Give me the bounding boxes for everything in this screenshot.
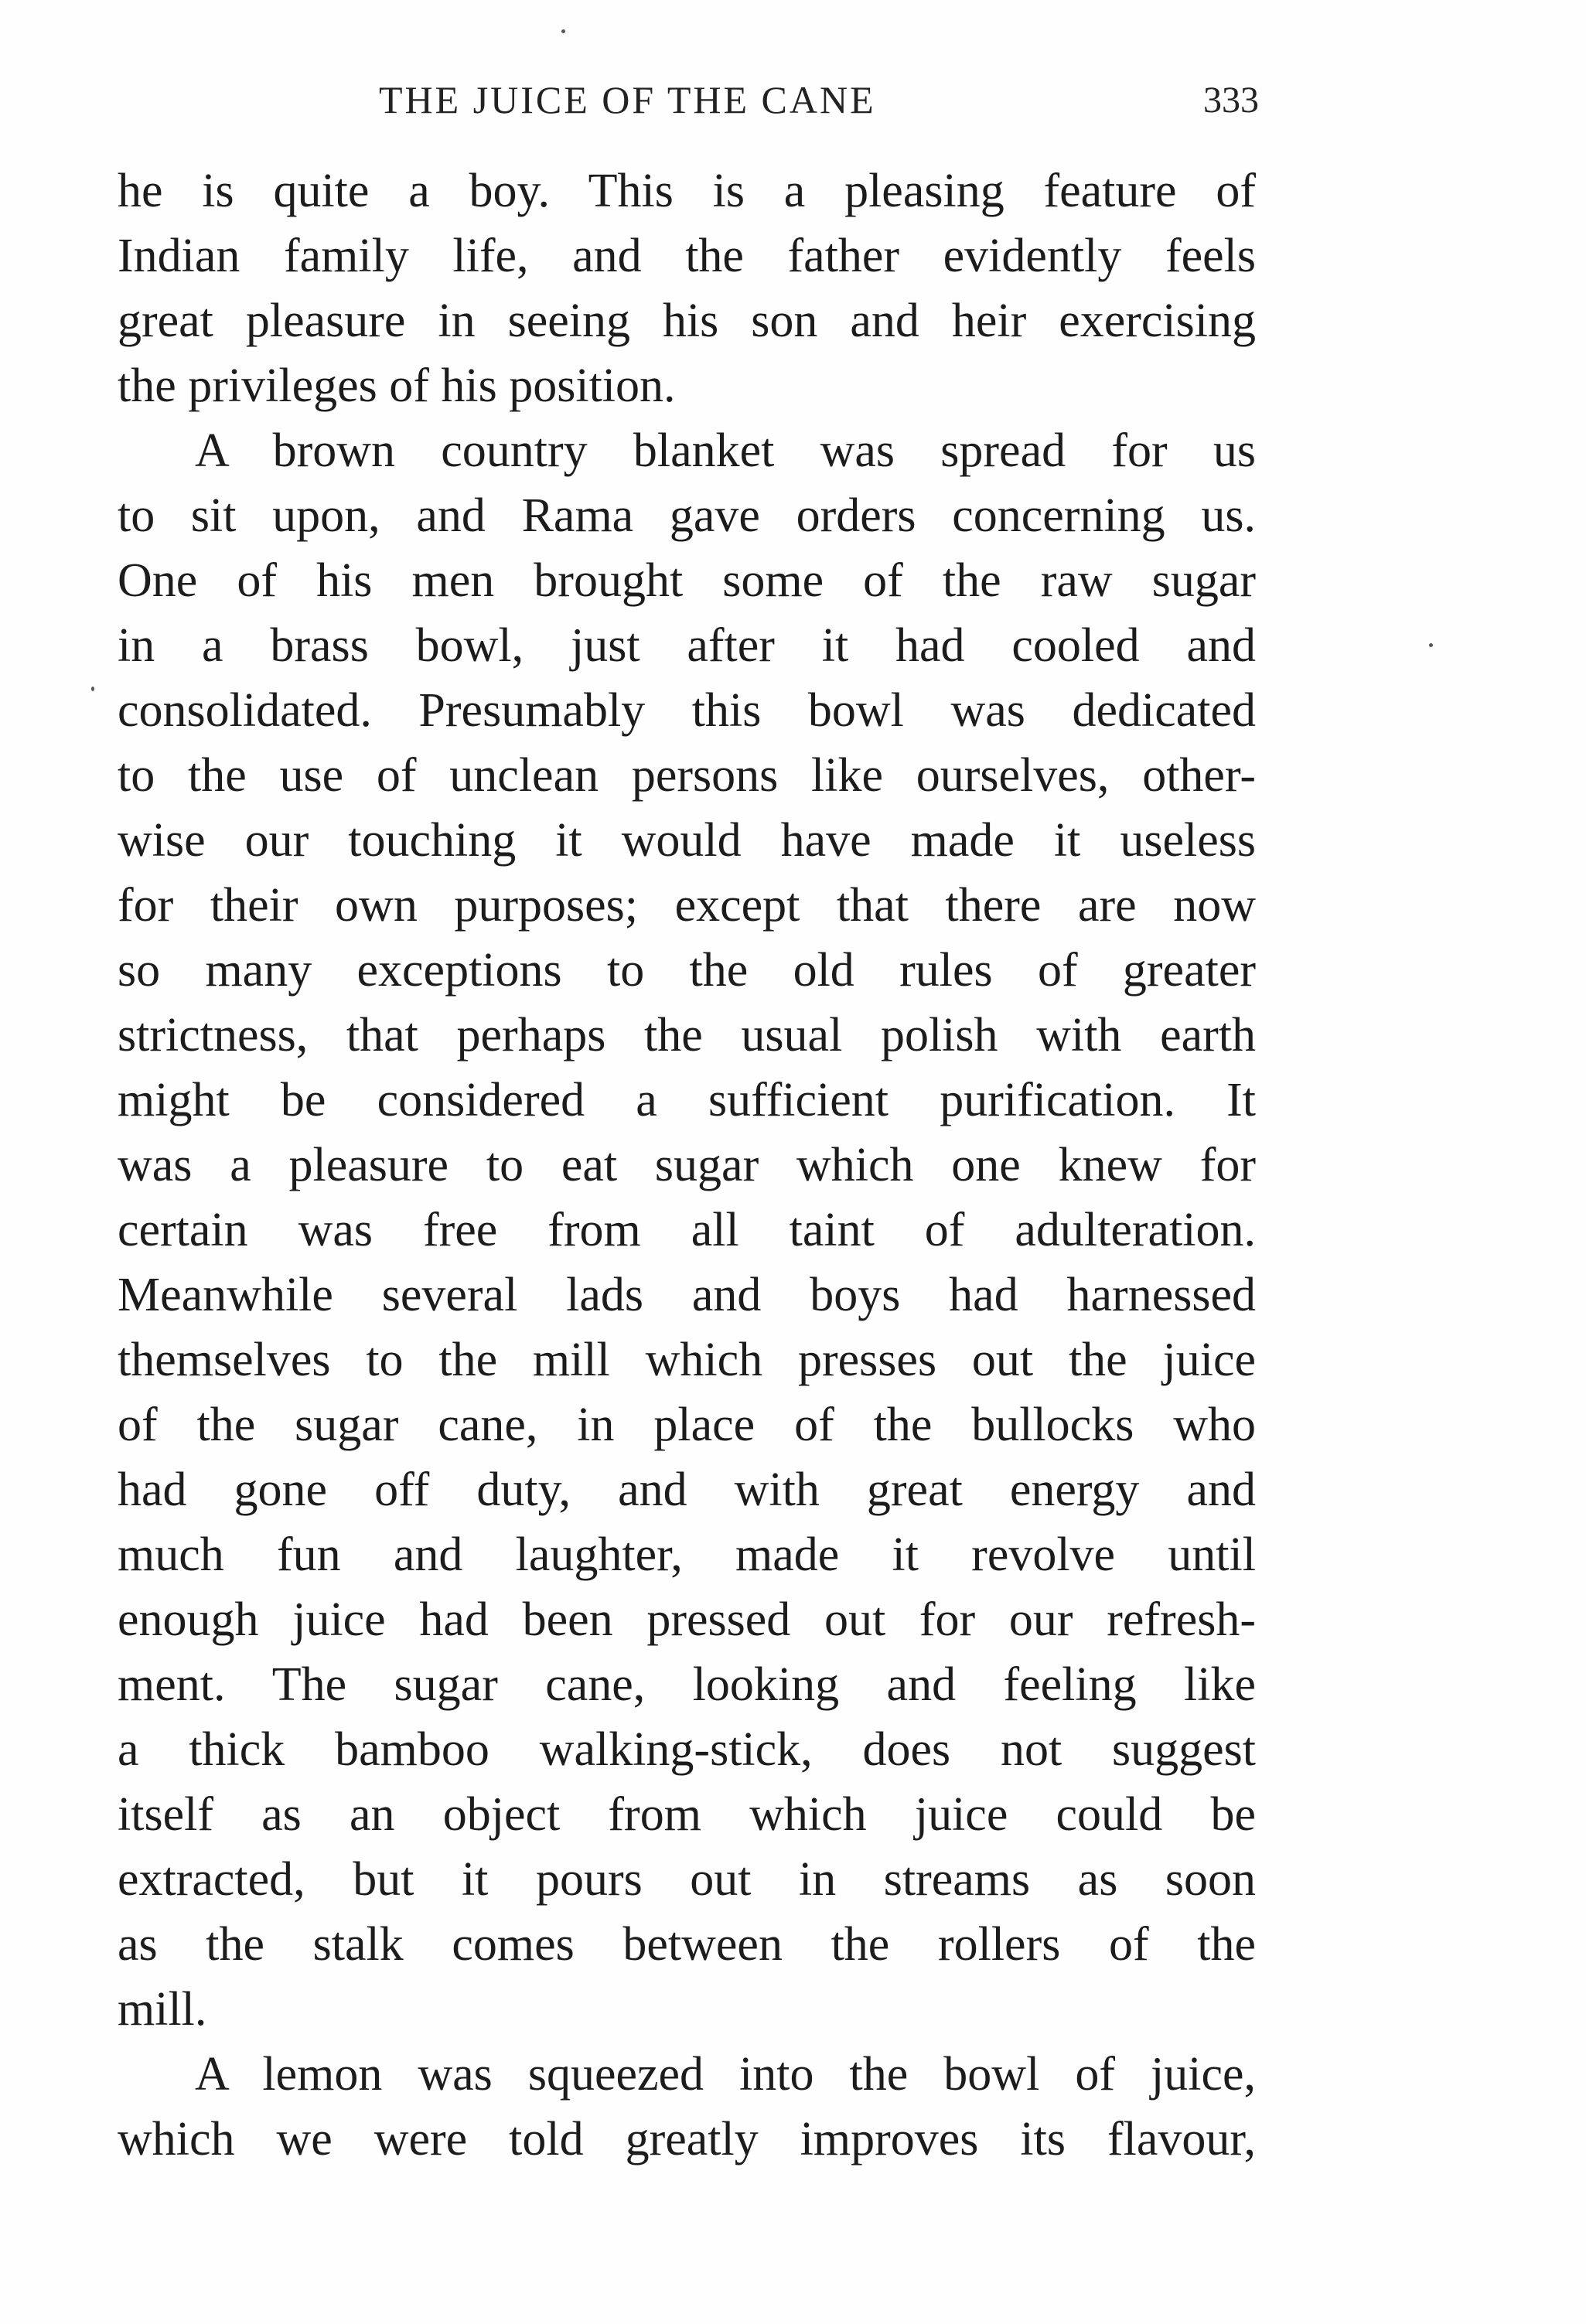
running-title: THE JUICE OF THE CANE [379, 78, 876, 121]
print-speck [91, 687, 94, 691]
text-line: Meanwhile several lads and boys had harnessed [118, 1269, 1256, 1321]
text-line: great pleasure in seeing his son and heir exercising [118, 295, 1256, 347]
text-line: the privileges of his position. [118, 360, 676, 412]
text-line: had gone off duty, and with great energy and [118, 1464, 1256, 1516]
text-line: in a brass bowl, just after it had cooled and [118, 619, 1256, 672]
text-line: so many exceptions to the old rules of greater [118, 944, 1256, 997]
text-line: A lemon was squeezed into the bowl of juice, [195, 2048, 1256, 2101]
text-line: certain was free from all taint of adulteration. [118, 1204, 1256, 1256]
text-line: he is quite a boy. This is a pleasing feature of [118, 165, 1256, 217]
text-line: for their own purposes; except that there are now [118, 879, 1256, 932]
text-line: themselves to the mill which presses out the juice [118, 1334, 1256, 1386]
text-line: strictness, that perhaps the usual polish with earth [118, 1009, 1256, 1061]
text-line: of the sugar cane, in place of the bullocks who [118, 1399, 1256, 1451]
print-speck [1429, 643, 1433, 647]
text-line: consolidated. Presumably this bowl was dedicated [118, 684, 1256, 737]
text-line: Indian family life, and the father evidently feels [118, 230, 1256, 282]
text-line: wise our touching it would have made it useless [118, 814, 1256, 867]
text-line: to the use of unclean persons like ourselves, other- [118, 749, 1256, 802]
text-line: enough juice had been pressed out for our refresh- [118, 1593, 1256, 1646]
text-line: which we were told greatly improves its flavour, [118, 2113, 1256, 2166]
text-line: extracted, but it pours out in streams as soon [118, 1853, 1256, 1906]
text-line: might be considered a sufficient purification. It [118, 1074, 1256, 1126]
text-line: a thick bamboo walking-stick, does not suggest [118, 1723, 1256, 1776]
text-line: One of his men brought some of the raw sugar [118, 554, 1256, 607]
body-text [118, 158, 1256, 2172]
text-line: itself as an object from which juice could be [118, 1788, 1256, 1841]
text-line: to sit upon, and Rama gave orders concerning us. [118, 489, 1256, 542]
running-header [0, 77, 1586, 139]
text-line: ment. The sugar cane, looking and feeling like [118, 1658, 1256, 1711]
text-line: as the stalk comes between the rollers of the [118, 1918, 1256, 1971]
page-number: 333 [1203, 80, 1259, 121]
text-line: was a pleasure to eat sugar which one knew for [118, 1139, 1256, 1191]
text-line: mill. [118, 1983, 207, 2036]
text-line: much fun and laughter, made it revolve until [118, 1528, 1256, 1581]
print-speck [561, 29, 565, 33]
text-line: A brown country blanket was spread for us [195, 424, 1256, 477]
